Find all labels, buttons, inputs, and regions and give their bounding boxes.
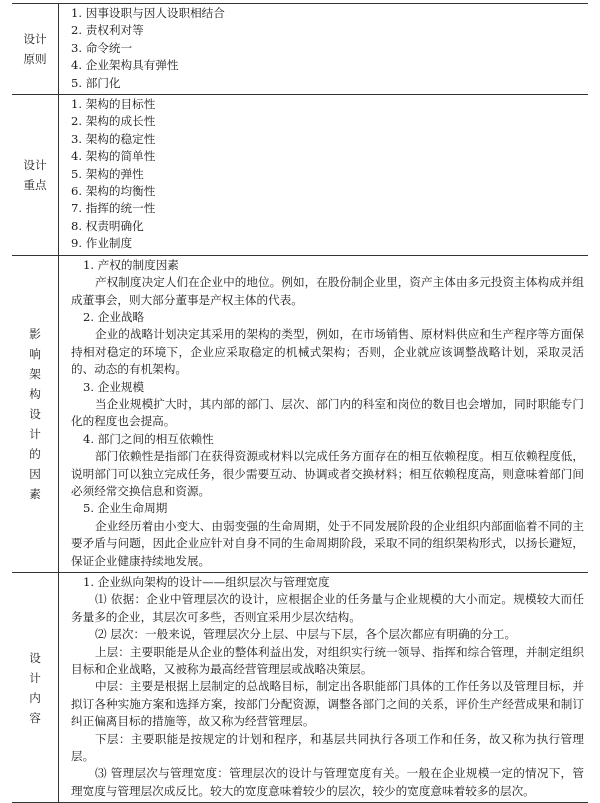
design-table <box>12 3 588 803</box>
content-paragraph: ⑴ 依据：企业中管理层次的设计，应根据企业的任务量与企业规模的大小而定。规模较大而任务量多的企业，其层次可多些，否则宜采用少层次结构。 <box>71 592 584 624</box>
label-char: 影 <box>29 326 41 341</box>
label-char: 容 <box>29 710 41 725</box>
label-char: 素 <box>29 486 41 501</box>
label-char: 设计 <box>23 157 47 172</box>
list-item: 3. 架构的稳定性 <box>71 131 156 146</box>
content-paragraph: ⑵ 层次：一般来说，管理层次分上层、中层与下层，各个层次都应有明确的分工。 <box>95 627 517 642</box>
row-content <box>59 95 589 256</box>
row-content <box>59 255 589 572</box>
list-item: 5. 架构的弹性 <box>71 166 144 181</box>
factor-heading: 3. 企业规模 <box>83 379 145 394</box>
label-char: 设 <box>29 650 41 665</box>
factor-heading: 1. 产权的制度因素 <box>83 257 179 272</box>
list-item: 4. 架构的简单性 <box>71 149 156 164</box>
label-char: 响 <box>29 346 41 361</box>
factor-text: 企业的战略计划决定其采用的架构的类型，例如，在市场销售、原材料供应和生产程序等方面保持相对稳定的环境下，企业应采取稳定的机械式架构；否则，企业就应该调整战略计划，采取灵活的、动态的有机架构。 <box>71 327 584 377</box>
row-content <box>59 4 589 95</box>
row-influencing-factors <box>12 255 588 572</box>
label-char: 因 <box>29 466 41 481</box>
list-item: 5. 部门化 <box>71 75 121 90</box>
label-char: 架 <box>29 366 41 381</box>
label-char: 的 <box>29 446 41 461</box>
list-item: 9. 作业制度 <box>71 236 133 251</box>
row-design-content <box>12 573 588 803</box>
content-paragraph: 中层：主要是根据上层制定的总战略目标，制定出各职能部门具体的工作任务以及管理目标，并拟订各种实施方案和选择方案，按部门分配资源，调整各部门之间的关系，评价生产经营成果和制订纠正偏离目标的措施等，故又称为经营管理层。 <box>71 679 584 729</box>
row-design-principles <box>12 4 588 95</box>
factor-heading: 4. 部门之间的相互依赖性 <box>83 431 214 446</box>
row-content <box>59 573 589 803</box>
label-char: 计 <box>29 670 41 685</box>
list-item: 2. 架构的成长性 <box>71 114 156 129</box>
list-item: 1. 架构的目标性 <box>71 97 156 112</box>
list-item: 2. 责权利对等 <box>71 23 144 38</box>
label-char: 计 <box>29 426 41 441</box>
label-char: 设计 <box>23 32 47 47</box>
factor-text: 产权制度决定人们在企业中的地位。例如，在股份制企业里，资产主体由多元投资主体构成并组成董事会，则大部分董事是产权主体的代表。 <box>71 275 584 307</box>
row-label <box>12 255 59 572</box>
factor-heading: 2. 企业战略 <box>83 309 145 324</box>
row-label <box>12 4 59 95</box>
content-paragraph: ⑶ 管理层次与管理宽度：管理层次的设计与管理宽度有关。一般在企业规模一定的情况下，管理宽度与管理层次成反比。较大的宽度意味着较少的层次，较少的宽度意味着较多的层次。 <box>71 766 584 798</box>
list-item: 6. 架构的均衡性 <box>71 184 156 199</box>
content-paragraph: 上层：主要职能是从企业的整体利益出发，对组织实行统一领导、指挥和综合管理，并制定组织目标和企业战略，又被称为最高经营管理层或战略决策层。 <box>71 644 584 677</box>
row-label <box>12 95 59 256</box>
list-item: 8. 权责明确化 <box>71 218 144 233</box>
list-item: 7. 指挥的统一性 <box>71 201 156 216</box>
list-item: 1. 因事设职与因人设职相结合 <box>71 6 225 20</box>
list-item: 3. 命令统一 <box>71 40 133 55</box>
factor-text: 当企业规模扩大时，其内部的部门、层次、部门内的科室和岗位的数目也会增加，同时职能专门化的程度也会提高。 <box>71 396 584 429</box>
content-heading: 1. 企业纵向架构的设计——组织层次与管理宽度 <box>83 575 330 589</box>
row-label <box>12 573 59 803</box>
content-paragraph: 下层：主要职能是按规定的计划和程序，和基层共同执行各项工作和任务，故又称为执行管理层。 <box>71 731 584 764</box>
list-item: 4. 企业架构具有弹性 <box>71 58 179 73</box>
label-char: 设 <box>29 406 41 421</box>
label-char: 内 <box>29 690 41 705</box>
label-char: 原则 <box>23 52 47 67</box>
factor-text: 部门依赖性是指部门在获得资源或材料以完成任务方面存在的相互依赖程度。相互依赖程度低，说明部门可以独立完成任务，很少需要互动、协调或者交换材料；相互依赖程度高，则意味着部门间必须经常交换信息和资源。 <box>71 449 584 498</box>
label-char: 构 <box>29 386 41 401</box>
row-design-focus <box>12 95 588 256</box>
label-char: 重点 <box>23 177 47 192</box>
factor-text: 企业经历着由小变大、由弱变强的生命周期，处于不同发展阶段的企业组织内部面临着不同的主要矛盾与问题，因此企业应针对自身不同的生命周期阶段，采取不同的组织架构形式，以扬长避短，保证企业健康持续地发展。 <box>71 518 584 568</box>
factor-heading: 5. 企业生命周期 <box>83 501 168 516</box>
